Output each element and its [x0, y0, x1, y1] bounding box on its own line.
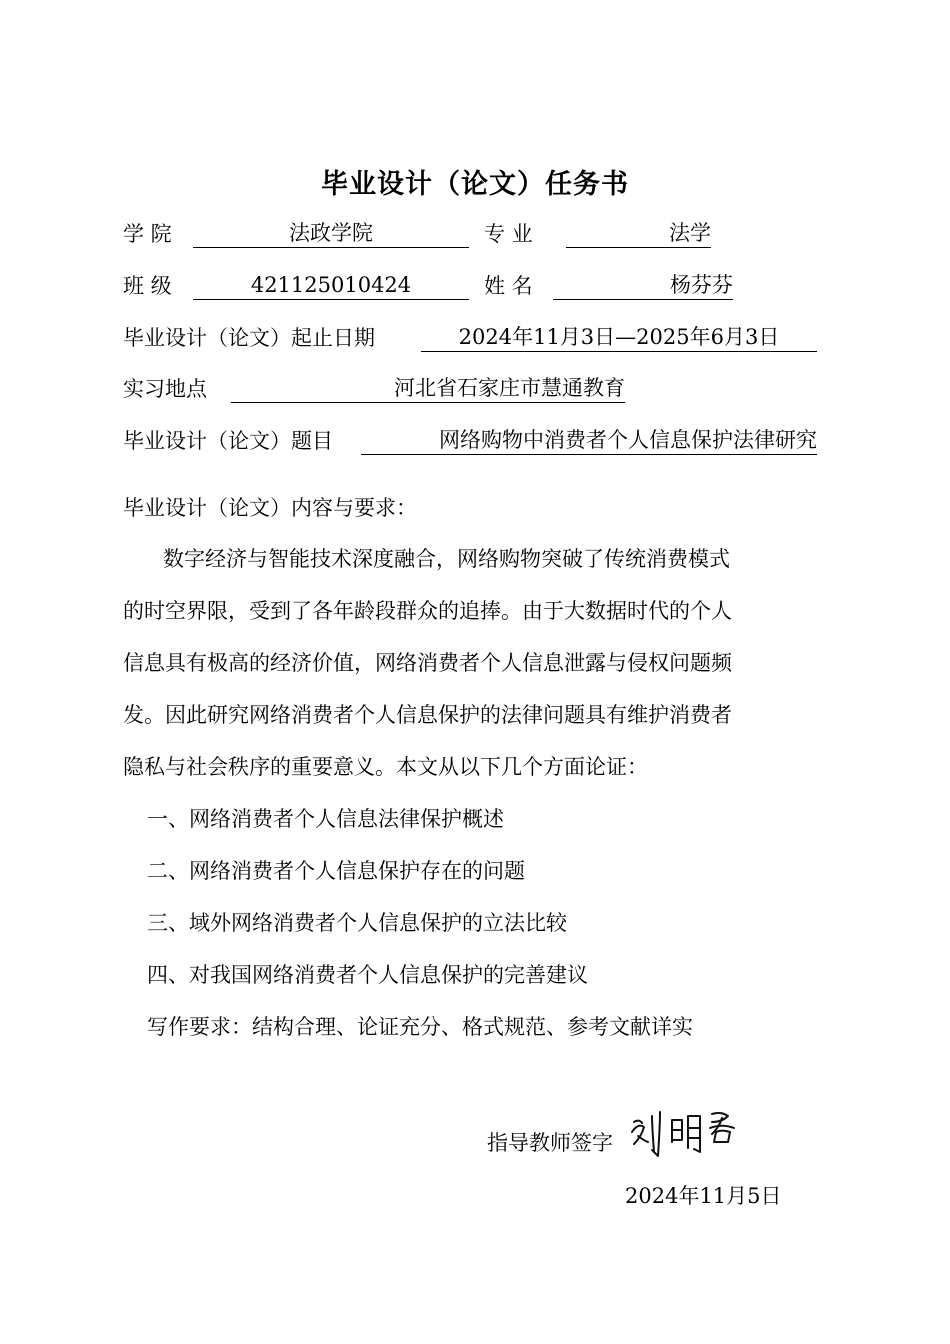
- name-label: 姓 名: [484, 274, 533, 298]
- outline-item: 三、域外网络消费者个人信息保护的立法比较: [147, 911, 567, 935]
- outline-item: 一、网络消费者个人信息法律保护概述: [147, 807, 504, 831]
- paragraph-line: 发。因此研究网络消费者个人信息保护的法律问题具有维护消费者: [123, 703, 732, 727]
- topic-label: 毕业设计（论文）题目: [123, 429, 333, 453]
- major-value: 法学: [566, 219, 711, 248]
- paragraph-line: 的时空界限，受到了各年龄段群众的追捧。由于大数据时代的个人: [123, 599, 732, 623]
- major-label: 专 业: [484, 222, 533, 246]
- college-value: 法政学院: [193, 219, 469, 248]
- content-heading: 毕业设计（论文）内容与要求：: [123, 496, 417, 520]
- document-title: 毕业设计（论文）任务书: [321, 169, 629, 200]
- period-label: 毕业设计（论文）起止日期: [123, 326, 375, 350]
- period-value: 2024年11月3日—2025年6月3日: [421, 323, 817, 352]
- paragraph-line: 数字经济与智能技术深度融合，网络购物突破了传统消费模式: [163, 547, 730, 571]
- paragraph-line: 信息具有极高的经济价值，网络消费者个人信息泄露与侵权问题频: [123, 651, 732, 675]
- internship-value: 河北省石家庄市慧通教育: [231, 374, 625, 403]
- signature-label: 指导教师签字: [487, 1131, 613, 1155]
- class-value: 421125010424: [193, 271, 469, 300]
- signature-date: 2024年11月5日: [625, 1184, 782, 1208]
- topic-value: 网络购物中消费者个人信息保护法律研究: [361, 426, 817, 455]
- paragraph-line: 隐私与社会秩序的重要意义。本文从以下几个方面论证：: [123, 755, 648, 779]
- outline-item: 四、对我国网络消费者个人信息保护的完善建议: [147, 963, 588, 987]
- internship-label: 实习地点: [123, 377, 207, 401]
- handwritten-signature: [628, 1108, 748, 1160]
- name-value: 杨芬芬: [553, 271, 733, 300]
- college-label: 学 院: [123, 222, 172, 246]
- outline-item: 二、网络消费者个人信息保护存在的问题: [147, 859, 525, 883]
- writing-requirements: 写作要求：结构合理、论证充分、格式规范、参考文献详实: [147, 1015, 693, 1039]
- class-label: 班 级: [123, 274, 172, 298]
